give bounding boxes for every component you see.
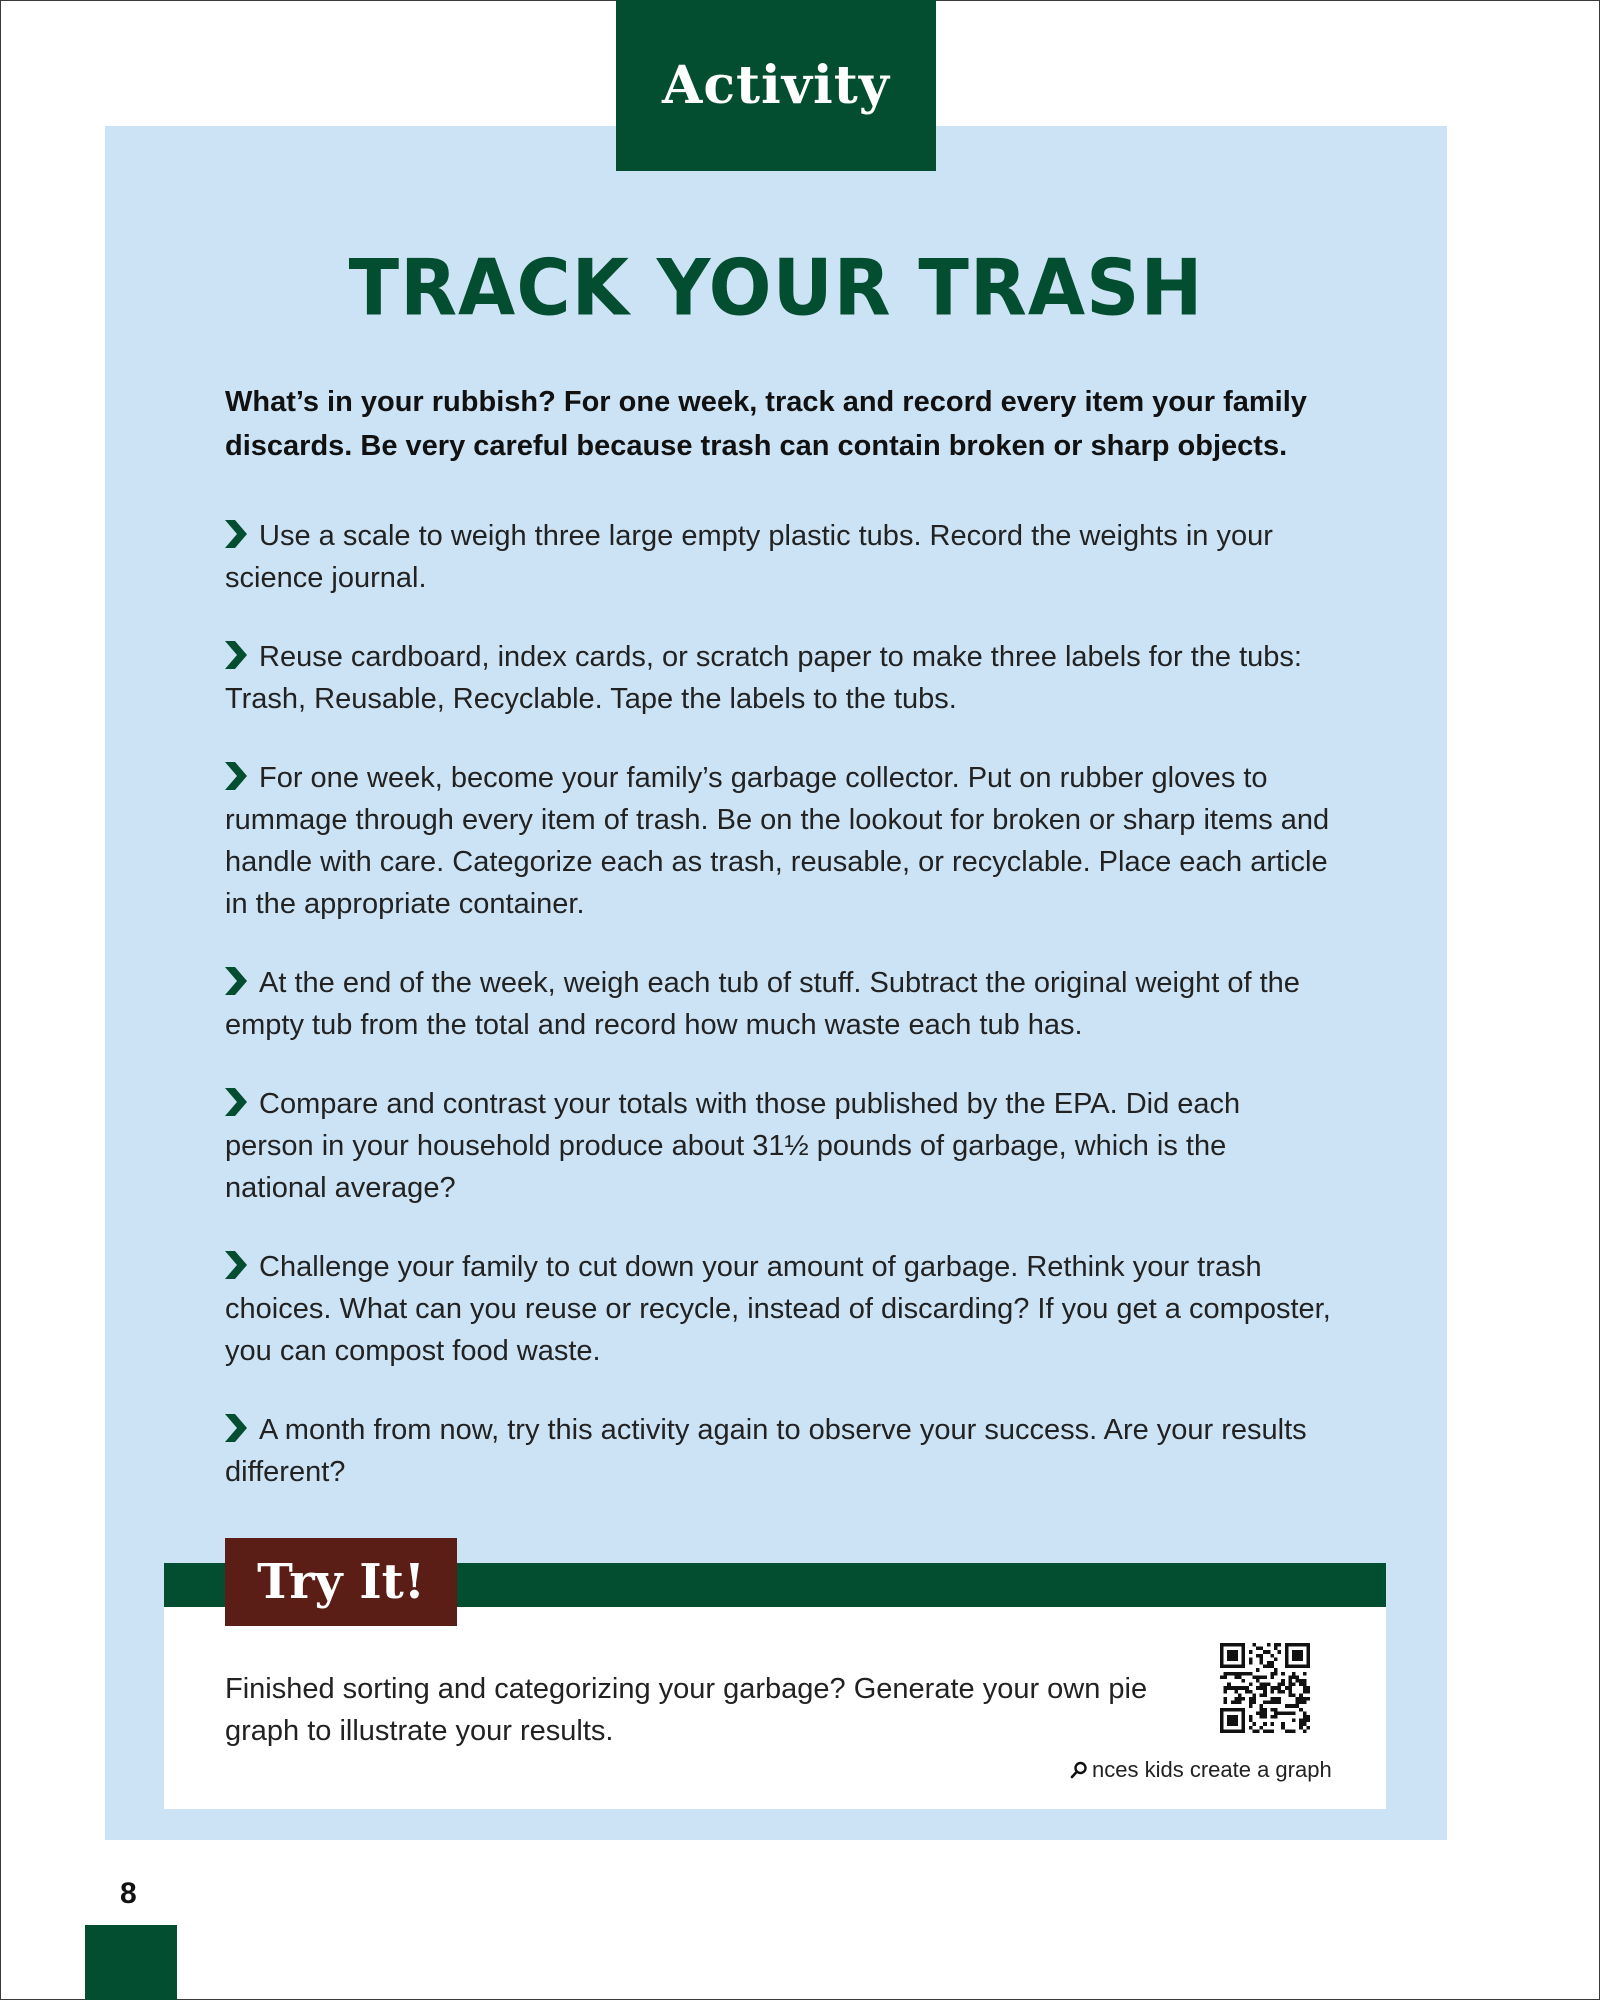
try-it-text: Finished sorting and categorizing your garbage? Generate your own pie graph to illustrate your results. (225, 1673, 1148, 1747)
corner-block (85, 1925, 177, 2000)
try-it-tab (225, 1538, 457, 1626)
search-caption[interactable] (1070, 1757, 1370, 1783)
intro-paragraph: What’s in your rubbish? For one week, track and record every item your family discards. Be very careful because trash can contain broken or sharp objects. (225, 386, 1307, 462)
chevron-right-icon (225, 1251, 247, 1279)
qr-code-icon[interactable] (1220, 1643, 1310, 1733)
step-text: Reuse cardboard, index cards, or scratch paper to make three labels for the tubs: Trash, Reusable, Recyclable. Tape the labels to the tubs. (225, 641, 1302, 715)
chevron-right-icon (225, 1088, 247, 1116)
activity-tab (616, 0, 936, 171)
step-text: Challenge your family to cut down your amount of garbage. Rethink your trash choices. What can you reuse or recycle, instead of discarding? If you get a composter, you can compost food waste. (225, 1251, 1331, 1367)
step-item (225, 1083, 1335, 1209)
page-number: 8 (120, 1877, 137, 1910)
step-item (225, 962, 1335, 1046)
step-item (225, 1246, 1335, 1372)
chevron-right-icon (225, 967, 247, 995)
chevron-right-icon (225, 762, 247, 790)
search-icon (1070, 1761, 1088, 1779)
page-title: TRACK YOUR TRASH (348, 242, 1204, 334)
step-text: At the end of the week, weigh each tub of stuff. Subtract the original weight of the empty tub from the total and record how much waste each tub has. (225, 967, 1300, 1041)
try-it-label: Try It! (257, 1554, 425, 1610)
step-item (225, 515, 1335, 599)
chevron-right-icon (225, 641, 247, 669)
search-caption-text: nces kids create a graph (1092, 1757, 1332, 1782)
step-text: Compare and contrast your totals with those published by the EPA. Did each person in your household produce about 31½ pounds of garbage, which is the national average? (225, 1088, 1241, 1204)
step-list (225, 515, 1335, 1530)
activity-tab-label: Activity (662, 55, 890, 116)
chevron-right-icon (225, 1414, 247, 1442)
step-text: A month from now, try this activity again to observe your success. Are your results different? (225, 1414, 1307, 1488)
chevron-right-icon (225, 520, 247, 548)
step-item (225, 757, 1335, 925)
step-item (225, 636, 1335, 720)
step-item (225, 1409, 1335, 1493)
step-text: Use a scale to weigh three large empty plastic tubs. Record the weights in your science journal. (225, 520, 1273, 594)
step-text: For one week, become your family’s garbage collector. Put on rubber gloves to rummage through every item of trash. Be on the lookout for broken or sharp items and handle with care. Categorize each as trash, reusable, or recyclable. Place each article in the appropriate container. (225, 762, 1330, 920)
